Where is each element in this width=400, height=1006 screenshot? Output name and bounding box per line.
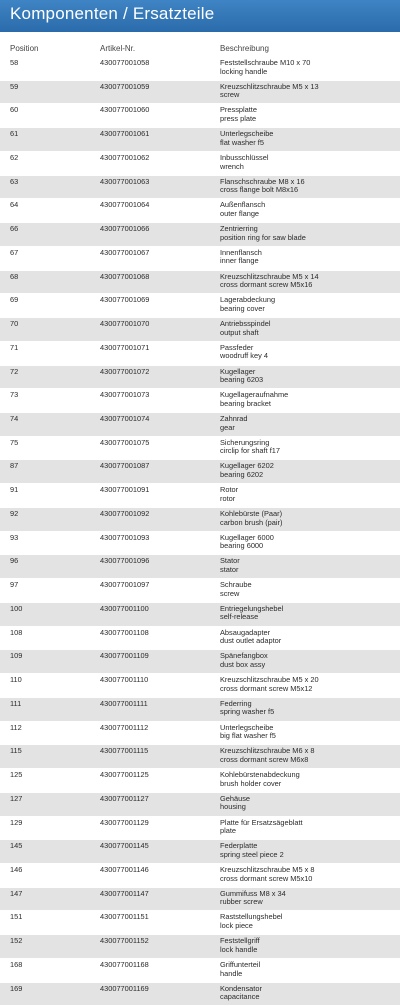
description-german: Außenflansch bbox=[220, 200, 266, 210]
description-german: Platte für Ersatzsägeblatt bbox=[220, 817, 303, 827]
description-german: Passfeder bbox=[220, 342, 254, 352]
article-number-cell: 430077001068 bbox=[100, 271, 150, 281]
description-english: lock handle bbox=[220, 944, 258, 954]
description-german: Federring bbox=[220, 698, 252, 708]
position-cell: 59 bbox=[10, 81, 19, 91]
position-cell: 110 bbox=[10, 675, 22, 685]
description-english: woodruff key 4 bbox=[220, 351, 268, 361]
description-english: self-release bbox=[220, 612, 259, 622]
description-german: Flanschschraube M8 x 16 bbox=[220, 176, 305, 186]
table-row bbox=[0, 722, 400, 746]
description-german: Kreuzschlitzschraube M5 x 20 bbox=[220, 675, 319, 685]
description-cell bbox=[220, 557, 240, 574]
description-german: Lagerabdeckung bbox=[220, 295, 276, 305]
description-english: plate bbox=[220, 826, 237, 836]
table-row bbox=[0, 674, 400, 698]
table-row bbox=[0, 579, 400, 603]
column-header-article-number: Artikel-Nr. bbox=[100, 44, 136, 53]
description-cell bbox=[220, 913, 282, 930]
description-english: bearing cover bbox=[220, 303, 265, 313]
description-english: gear bbox=[220, 422, 235, 432]
description-cell bbox=[220, 106, 257, 123]
description-cell bbox=[220, 415, 248, 432]
description-german: Zentrierring bbox=[220, 224, 258, 234]
position-cell: 152 bbox=[10, 936, 23, 946]
description-german: Innenflansch bbox=[220, 247, 262, 257]
description-german: Kugellager 6202 bbox=[220, 461, 274, 471]
description-english: screw bbox=[220, 588, 240, 598]
description-german: Kreuzschlitzschraube M5 x 14 bbox=[220, 271, 319, 281]
table-row bbox=[0, 81, 400, 105]
description-cell bbox=[220, 130, 273, 147]
article-number-cell: 430077001145 bbox=[100, 841, 149, 851]
description-german: Feststellgriff bbox=[220, 936, 260, 946]
article-number-cell: 430077001069 bbox=[100, 295, 150, 305]
description-cell bbox=[220, 961, 260, 978]
description-english: cross dormant screw M5x10 bbox=[220, 873, 313, 883]
article-number-cell: 430077001127 bbox=[100, 793, 149, 803]
article-number-cell: 430077001074 bbox=[100, 414, 150, 424]
table-row bbox=[0, 532, 400, 556]
article-number-cell: 430077001168 bbox=[100, 959, 149, 969]
article-number-cell: 430077001100 bbox=[100, 603, 149, 613]
article-number-cell: 430077001075 bbox=[100, 437, 150, 447]
article-number-cell: 430077001062 bbox=[100, 152, 150, 162]
description-cell bbox=[220, 700, 274, 717]
position-cell: 73 bbox=[10, 390, 19, 400]
table-row bbox=[0, 983, 400, 1006]
description-cell bbox=[220, 462, 274, 479]
description-german: Unterlegscheibe bbox=[220, 129, 274, 139]
position-cell: 96 bbox=[10, 556, 19, 566]
table-row bbox=[0, 128, 400, 152]
description-german: Raststellungshebel bbox=[220, 912, 283, 922]
position-cell: 147 bbox=[10, 888, 23, 898]
description-german: Unterlegscheibe bbox=[220, 722, 274, 732]
table-row bbox=[0, 888, 400, 912]
description-cell bbox=[220, 842, 284, 859]
table-row bbox=[0, 959, 400, 983]
table-row bbox=[0, 911, 400, 935]
position-cell: 69 bbox=[10, 295, 19, 305]
description-english: flat washer f5 bbox=[220, 137, 264, 147]
description-cell bbox=[220, 724, 276, 741]
description-english: wrench bbox=[220, 161, 244, 171]
table-row bbox=[0, 460, 400, 484]
table-row bbox=[0, 935, 400, 959]
description-english: inner flange bbox=[220, 256, 259, 266]
article-number-cell: 430077001072 bbox=[100, 366, 150, 376]
article-number-cell: 430077001096 bbox=[100, 556, 150, 566]
table-row bbox=[0, 223, 400, 247]
position-cell: 129 bbox=[10, 817, 23, 827]
description-english: position ring for saw blade bbox=[220, 232, 306, 242]
description-cell bbox=[220, 581, 252, 598]
table-row bbox=[0, 627, 400, 651]
description-english: brush holder cover bbox=[220, 778, 282, 788]
position-cell: 168 bbox=[10, 959, 23, 969]
description-cell bbox=[220, 676, 319, 693]
description-english: big flat washer f5 bbox=[220, 731, 276, 741]
parts-table bbox=[0, 57, 400, 1006]
table-row bbox=[0, 769, 400, 793]
position-cell: 61 bbox=[10, 129, 19, 139]
table-row bbox=[0, 555, 400, 579]
description-german: Absaugadapter bbox=[220, 627, 271, 637]
table-row bbox=[0, 57, 400, 81]
table-row bbox=[0, 413, 400, 437]
description-cell bbox=[220, 652, 268, 669]
position-cell: 145 bbox=[10, 841, 23, 851]
description-german: Gummifuss M8 x 34 bbox=[220, 888, 286, 898]
table-row bbox=[0, 176, 400, 200]
description-cell bbox=[220, 605, 283, 622]
description-english: handle bbox=[220, 968, 243, 978]
description-german: Kreuzschlitzschraube M5 x 13 bbox=[220, 81, 319, 91]
position-cell: 151 bbox=[10, 912, 23, 922]
description-german: Antriebsspindel bbox=[220, 319, 271, 329]
description-cell bbox=[220, 486, 238, 503]
article-number-cell: 430077001111 bbox=[100, 698, 148, 708]
position-cell: 109 bbox=[10, 651, 23, 661]
description-cell bbox=[220, 795, 250, 812]
description-english: cross dormant screw M6x8 bbox=[220, 754, 309, 764]
description-german: Entriegelungshebel bbox=[220, 603, 284, 613]
description-cell bbox=[220, 819, 303, 836]
position-cell: 66 bbox=[10, 224, 19, 234]
table-row bbox=[0, 508, 400, 532]
description-english: screw bbox=[220, 90, 240, 100]
article-number-cell: 430077001064 bbox=[100, 200, 150, 210]
article-number-cell: 430077001071 bbox=[100, 342, 150, 352]
description-german: Kondensator bbox=[220, 983, 262, 993]
description-cell bbox=[220, 937, 260, 954]
position-cell: 111 bbox=[10, 698, 22, 708]
position-cell: 75 bbox=[10, 437, 19, 447]
description-german: Griffunterteil bbox=[220, 959, 261, 969]
position-cell: 146 bbox=[10, 864, 23, 874]
description-german: Kugellageraufnahme bbox=[220, 390, 289, 400]
table-row bbox=[0, 247, 400, 271]
article-number-cell: 430077001061 bbox=[100, 129, 150, 139]
description-cell bbox=[220, 985, 262, 1002]
table-row bbox=[0, 650, 400, 674]
table-row bbox=[0, 603, 400, 627]
position-cell: 100 bbox=[10, 603, 23, 613]
description-english: dust outlet adaptor bbox=[220, 636, 282, 646]
position-cell: 92 bbox=[10, 508, 19, 518]
description-german: Kreuzschlitzschraube M6 x 8 bbox=[220, 746, 315, 756]
table-row bbox=[0, 389, 400, 413]
table-row bbox=[0, 793, 400, 817]
table-row bbox=[0, 342, 400, 366]
position-cell: 68 bbox=[10, 271, 19, 281]
position-cell: 127 bbox=[10, 793, 23, 803]
description-cell bbox=[220, 154, 268, 171]
description-cell bbox=[220, 225, 306, 242]
description-german: Stator bbox=[220, 556, 240, 566]
position-cell: 87 bbox=[10, 461, 19, 471]
table-row bbox=[0, 104, 400, 128]
article-number-cell: 430077001151 bbox=[100, 912, 149, 922]
article-number-cell: 430077001109 bbox=[100, 651, 149, 661]
description-cell bbox=[220, 866, 314, 883]
description-german: Kohlebürste (Paar) bbox=[220, 508, 283, 518]
description-cell bbox=[220, 510, 282, 527]
position-cell: 63 bbox=[10, 176, 19, 186]
description-german: Pressplatte bbox=[220, 105, 257, 115]
article-number-cell: 430077001125 bbox=[100, 770, 149, 780]
position-cell: 64 bbox=[10, 200, 19, 210]
table-row bbox=[0, 698, 400, 722]
position-cell: 112 bbox=[10, 722, 22, 732]
article-number-cell: 430077001108 bbox=[100, 627, 149, 637]
table-row bbox=[0, 199, 400, 223]
article-number-cell: 430077001058 bbox=[100, 58, 150, 67]
description-german: Zahnrad bbox=[220, 414, 248, 424]
description-german: Rotor bbox=[220, 485, 239, 495]
article-number-cell: 430077001067 bbox=[100, 247, 150, 257]
description-english: rotor bbox=[220, 493, 236, 503]
article-number-cell: 430077001146 bbox=[100, 864, 149, 874]
article-number-cell: 430077001129 bbox=[100, 817, 149, 827]
article-number-cell: 430077001060 bbox=[100, 105, 150, 115]
position-cell: 97 bbox=[10, 580, 19, 590]
description-german: Kohlebürstenabdeckung bbox=[220, 770, 300, 780]
article-number-cell: 430077001152 bbox=[100, 936, 149, 946]
position-cell: 70 bbox=[10, 319, 19, 329]
description-english: locking handle bbox=[220, 66, 268, 76]
description-german: Feststellschraube M10 x 70 bbox=[220, 58, 311, 67]
article-number-cell: 430077001063 bbox=[100, 176, 150, 186]
description-english: output shaft bbox=[220, 327, 259, 337]
description-german: Spänefangbox bbox=[220, 651, 268, 661]
article-number-cell: 430077001070 bbox=[100, 319, 150, 329]
description-english: circlip for shaft f17 bbox=[220, 446, 280, 456]
description-cell bbox=[220, 890, 286, 907]
article-number-cell: 430077001066 bbox=[100, 224, 150, 234]
description-cell bbox=[220, 178, 305, 195]
description-english: bearing bracket bbox=[220, 398, 271, 408]
description-cell bbox=[220, 391, 288, 408]
description-cell bbox=[220, 201, 265, 218]
description-german: Kugellager 6000 bbox=[220, 532, 274, 542]
table-row bbox=[0, 318, 400, 342]
description-cell bbox=[220, 83, 319, 100]
description-cell bbox=[220, 747, 314, 764]
article-number-cell: 430077001147 bbox=[100, 888, 149, 898]
position-cell: 115 bbox=[10, 746, 22, 756]
table-row bbox=[0, 271, 400, 295]
description-english: cross dormant screw M5x16 bbox=[220, 280, 313, 290]
description-german: Federplatte bbox=[220, 841, 258, 851]
description-german: Kreuzschlitzschraube M5 x 8 bbox=[220, 864, 315, 874]
position-cell: 58 bbox=[10, 58, 19, 67]
article-number-cell: 430077001092 bbox=[100, 508, 150, 518]
description-cell bbox=[220, 534, 274, 551]
article-number-cell: 430077001097 bbox=[100, 580, 150, 590]
description-english: bearing 6203 bbox=[220, 375, 264, 385]
position-cell: 169 bbox=[10, 983, 23, 993]
description-cell bbox=[220, 296, 275, 313]
description-english: dust box assy bbox=[220, 659, 266, 669]
description-english: bearing 6000 bbox=[220, 541, 264, 551]
position-cell: 62 bbox=[10, 152, 19, 162]
description-english: spring steel piece 2 bbox=[220, 849, 284, 859]
description-german: Inbusschlüssel bbox=[220, 152, 269, 162]
position-cell: 72 bbox=[10, 366, 19, 376]
table-row bbox=[0, 152, 400, 176]
position-cell: 67 bbox=[10, 247, 19, 257]
description-english: stator bbox=[220, 565, 239, 575]
article-number-cell: 430077001087 bbox=[100, 461, 150, 471]
article-number-cell: 430077001115 bbox=[100, 746, 149, 756]
description-cell bbox=[220, 629, 281, 646]
description-english: lock piece bbox=[220, 921, 253, 931]
description-english: press plate bbox=[220, 114, 257, 124]
description-german: Sicherungsring bbox=[220, 437, 270, 447]
article-number-cell: 430077001169 bbox=[100, 983, 149, 993]
position-cell: 60 bbox=[10, 105, 19, 115]
description-cell bbox=[220, 320, 271, 337]
description-english: housing bbox=[220, 802, 246, 812]
table-row bbox=[0, 817, 400, 841]
position-cell: 93 bbox=[10, 532, 19, 542]
article-number-cell: 430077001073 bbox=[100, 390, 150, 400]
description-german: Kugellager bbox=[220, 366, 256, 376]
position-cell: 74 bbox=[10, 414, 19, 424]
description-english: rubber screw bbox=[220, 897, 263, 907]
description-cell bbox=[220, 439, 280, 456]
description-english: outer flange bbox=[220, 209, 260, 218]
position-cell: 91 bbox=[10, 485, 19, 495]
description-cell bbox=[220, 249, 262, 266]
description-german: Schraube bbox=[220, 580, 252, 590]
article-number-cell: 430077001110 bbox=[100, 675, 149, 685]
table-row bbox=[0, 484, 400, 508]
description-english: bearing 6202 bbox=[220, 470, 264, 480]
description-cell bbox=[220, 59, 310, 76]
table-row bbox=[0, 840, 400, 864]
description-cell bbox=[220, 344, 268, 361]
article-number-cell: 430077001059 bbox=[100, 81, 150, 91]
table-row bbox=[0, 437, 400, 461]
description-english: capacitance bbox=[220, 992, 260, 1002]
column-header-description: Beschreibung bbox=[220, 44, 269, 53]
article-number-cell: 430077001093 bbox=[100, 532, 150, 542]
column-header-position: Position bbox=[10, 44, 39, 53]
table-row bbox=[0, 864, 400, 888]
table-row bbox=[0, 745, 400, 769]
position-cell: 125 bbox=[10, 770, 23, 780]
description-english: spring washer f5 bbox=[220, 707, 275, 717]
page-title: Komponenten / Ersatzteile bbox=[10, 4, 215, 23]
description-german: Gehäuse bbox=[220, 793, 250, 803]
table-row bbox=[0, 366, 400, 390]
description-cell bbox=[220, 771, 300, 788]
position-cell: 71 bbox=[10, 342, 19, 352]
description-cell bbox=[220, 368, 263, 385]
title-banner bbox=[0, 0, 400, 32]
article-number-cell: 430077001091 bbox=[100, 485, 150, 495]
description-english: cross flange bolt M8x16 bbox=[220, 185, 299, 195]
position-cell: 108 bbox=[10, 627, 23, 637]
article-number-cell: 430077001112 bbox=[100, 722, 149, 732]
description-english: carbon brush (pair) bbox=[220, 517, 283, 527]
table-row bbox=[0, 294, 400, 318]
description-cell bbox=[220, 273, 319, 290]
description-english: cross dormant screw M5x12 bbox=[220, 683, 313, 693]
